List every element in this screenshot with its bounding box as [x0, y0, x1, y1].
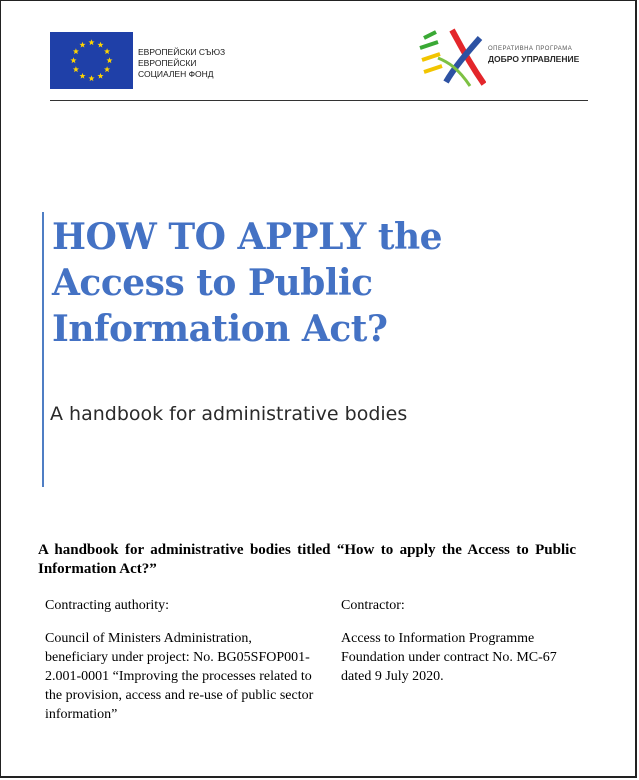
contracting-authority: [45, 596, 315, 724]
good-governance-logo: [418, 28, 588, 90]
contracting-authority-label: Contracting authority:: [45, 598, 170, 613]
eu-star-icon: [104, 48, 110, 54]
eu-logo-line: СОЦИАЛЕН ФОНД: [138, 69, 214, 79]
eu-logo: [50, 32, 238, 89]
title-line: HOW TO APPLY the: [52, 216, 443, 258]
eu-star-icon: [70, 57, 76, 63]
eu-logo-line: ЕВРОПЕЙСКИ СЪЮЗ: [138, 47, 226, 57]
program-small-text: ОПЕРАТИВНА ПРОГРАМА: [488, 46, 573, 52]
eu-flag: [50, 32, 133, 89]
title-accent-bar: [42, 212, 44, 487]
eu-star-icon: [79, 42, 85, 48]
eu-star-icon: [73, 48, 79, 54]
eu-star-icon: [106, 57, 112, 63]
contractor-body: Access to Information Programme Foundation under contract No. MC-67 dated 9 July 2020.: [341, 631, 557, 684]
title-line: Access to Public: [52, 262, 373, 304]
program-name: ДОБРО УПРАВЛЕНИЕ: [488, 54, 580, 64]
handbook-description: A handbook for administrative bodies titled “How to apply the Access to Public Information Act?”: [38, 542, 576, 577]
good-governance-symbol-icon: [418, 28, 486, 90]
page-title: [52, 214, 572, 352]
eu-star-icon: [97, 73, 103, 79]
eu-star-icon: [79, 73, 85, 79]
eu-star-icon: [73, 66, 79, 72]
eu-star-icon: [88, 39, 94, 45]
eu-logo-text: [138, 47, 225, 80]
eu-stars-icon: [50, 32, 133, 89]
contractor-label: Contractor:: [341, 598, 405, 613]
header-divider: [50, 100, 588, 101]
eu-star-icon: [88, 75, 94, 81]
subtitle: A handbook for administrative bodies: [50, 403, 408, 425]
eu-star-icon: [97, 42, 103, 48]
title-line: Information Act?: [52, 308, 388, 350]
contractor: [341, 596, 581, 686]
contracting-authority-body: Council of Ministers Administration, beneficiary under project: No. BG05SFOP001-2.001-0001 “Improving the processes related to the provision, access and re-use of public sector information”: [45, 631, 314, 722]
eu-star-icon: [104, 66, 110, 72]
eu-logo-line: ЕВРОПЕЙСКИ: [138, 58, 197, 68]
